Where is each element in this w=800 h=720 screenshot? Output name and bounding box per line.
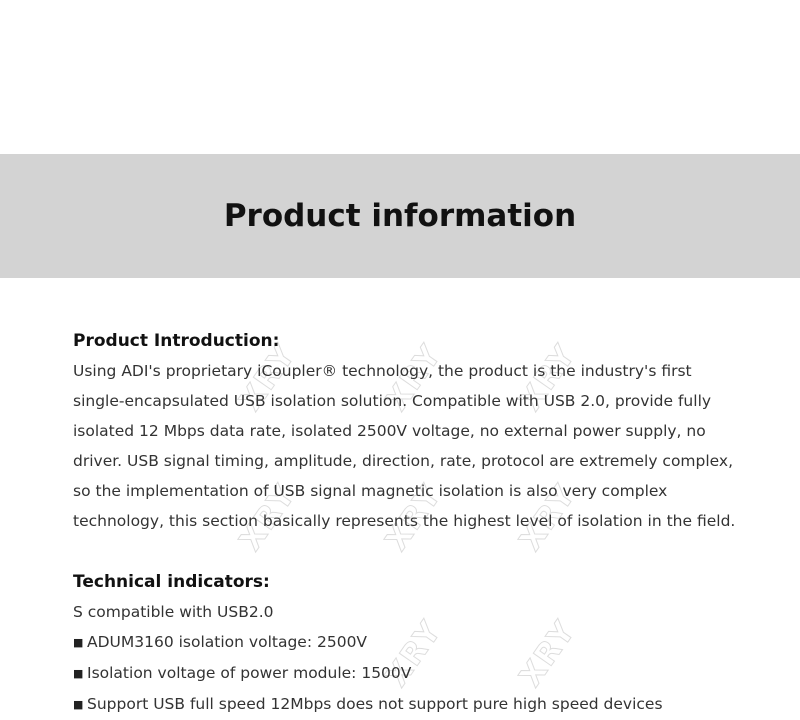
technical-first-line: S compatible with USB2.0 <box>73 603 274 621</box>
intro-line: technology, this section basically represents the highest level of isolation in the field. <box>73 512 736 530</box>
watermark: XRY <box>379 337 450 418</box>
square-bullet-icon: ■ <box>73 698 84 711</box>
watermark: XRY <box>513 613 584 694</box>
technical-heading: Technical indicators: <box>73 572 270 592</box>
list-item-text: ADUM3160 isolation voltage: 2500V <box>87 633 368 651</box>
watermark: XRY <box>233 337 304 418</box>
watermark: XRY <box>513 337 584 418</box>
watermark: XRY <box>233 477 304 558</box>
intro-line: so the implementation of USB signal magnetic isolation is also very complex <box>73 482 668 500</box>
watermark: XRY <box>379 613 450 694</box>
intro-paragraph <box>73 356 763 536</box>
page-title: Product information <box>223 198 577 234</box>
square-bullet-icon: ■ <box>73 636 84 649</box>
list-item-text: Support USB full speed 12Mbps does not support pure high speed devices <box>87 695 663 713</box>
intro-line: isolated 12 Mbps data rate, isolated 2500V voltage, no external power supply, no <box>73 422 706 440</box>
list-item <box>73 658 763 689</box>
technical-list <box>73 627 763 720</box>
watermark: XRY <box>513 477 584 558</box>
intro-line: single-encapsulated USB isolation solution. Compatible with USB 2.0, provide fully <box>73 392 712 410</box>
section-spacer <box>73 536 763 567</box>
list-item <box>73 627 763 658</box>
square-bullet-icon: ■ <box>73 667 84 680</box>
content <box>73 326 763 720</box>
intro-line: Using ADI's proprietary iCoupler® technology, the product is the industry's first <box>73 362 692 380</box>
intro-heading: Product Introduction: <box>73 331 280 351</box>
intro-line: driver. USB signal timing, amplitude, direction, rate, protocol are extremely complex, <box>73 452 734 470</box>
watermark: XRY <box>379 477 450 558</box>
list-item <box>73 689 763 720</box>
list-item-text: Isolation voltage of power module: 1500V <box>87 664 412 682</box>
title-banner <box>0 154 800 278</box>
